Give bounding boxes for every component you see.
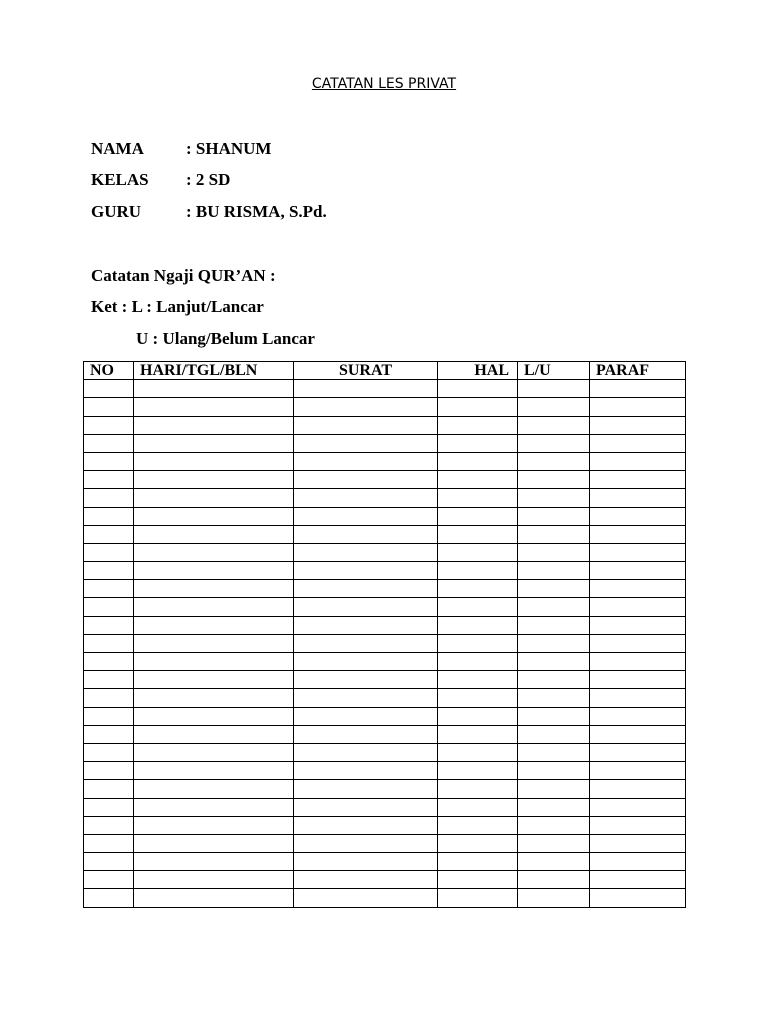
table-cell bbox=[518, 889, 590, 907]
table-cell bbox=[294, 853, 438, 871]
table-row bbox=[84, 416, 686, 434]
table-cell bbox=[294, 507, 438, 525]
table-cell bbox=[294, 743, 438, 761]
table-cell bbox=[134, 853, 294, 871]
table-row bbox=[84, 762, 686, 780]
table-cell bbox=[518, 871, 590, 889]
table-cell bbox=[84, 434, 134, 452]
table-cell bbox=[84, 853, 134, 871]
table-cell bbox=[294, 580, 438, 598]
table-row bbox=[84, 398, 686, 416]
table-cell bbox=[294, 798, 438, 816]
table-cell bbox=[84, 689, 134, 707]
table-cell bbox=[134, 525, 294, 543]
info-label-name: NAMA bbox=[91, 139, 144, 158]
table-cell bbox=[84, 798, 134, 816]
table-cell bbox=[84, 725, 134, 743]
table-row bbox=[84, 452, 686, 470]
table-cell bbox=[84, 616, 134, 634]
table-cell bbox=[134, 762, 294, 780]
table-cell bbox=[590, 452, 686, 470]
table-cell bbox=[590, 762, 686, 780]
table-cell bbox=[134, 743, 294, 761]
table-cell bbox=[294, 707, 438, 725]
header-surah: SURAT bbox=[294, 362, 438, 380]
table-cell bbox=[438, 489, 518, 507]
table-cell bbox=[134, 707, 294, 725]
table-cell bbox=[590, 780, 686, 798]
table-cell bbox=[438, 562, 518, 580]
table-cell bbox=[294, 471, 438, 489]
table-cell bbox=[84, 816, 134, 834]
table-cell bbox=[438, 762, 518, 780]
table-cell bbox=[84, 489, 134, 507]
table-cell bbox=[84, 743, 134, 761]
table-row bbox=[84, 489, 686, 507]
info-label-class: KELAS bbox=[91, 170, 149, 189]
table-cell bbox=[590, 816, 686, 834]
table-cell bbox=[84, 398, 134, 416]
table-row bbox=[84, 471, 686, 489]
table-cell bbox=[590, 616, 686, 634]
table-cell bbox=[84, 780, 134, 798]
table-cell bbox=[134, 452, 294, 470]
table-cell bbox=[438, 634, 518, 652]
table-cell bbox=[294, 762, 438, 780]
table-cell bbox=[134, 416, 294, 434]
info-value-teacher: : BU RISMA, S.Pd. bbox=[186, 202, 327, 221]
table-cell bbox=[590, 743, 686, 761]
table-cell bbox=[438, 580, 518, 598]
table-row bbox=[84, 671, 686, 689]
table-cell bbox=[134, 689, 294, 707]
table-cell bbox=[294, 452, 438, 470]
table-cell bbox=[518, 816, 590, 834]
table-cell bbox=[590, 471, 686, 489]
table-cell bbox=[134, 798, 294, 816]
table-cell bbox=[590, 689, 686, 707]
info-row-class bbox=[91, 170, 230, 190]
table-cell bbox=[518, 580, 590, 598]
table-cell bbox=[518, 634, 590, 652]
table-row bbox=[84, 689, 686, 707]
table-cell bbox=[438, 525, 518, 543]
table-row bbox=[84, 525, 686, 543]
table-cell bbox=[590, 889, 686, 907]
table-cell bbox=[438, 380, 518, 398]
table-cell bbox=[438, 653, 518, 671]
table-row bbox=[84, 707, 686, 725]
table-cell bbox=[84, 416, 134, 434]
table-cell bbox=[518, 689, 590, 707]
table-cell bbox=[590, 707, 686, 725]
table-cell bbox=[84, 653, 134, 671]
table-cell bbox=[590, 416, 686, 434]
table-cell bbox=[590, 398, 686, 416]
table-cell bbox=[84, 889, 134, 907]
header-page: HAL bbox=[438, 362, 518, 380]
info-value-name: : SHANUM bbox=[186, 139, 272, 158]
table-cell bbox=[294, 671, 438, 689]
table-cell bbox=[84, 452, 134, 470]
table-cell bbox=[294, 871, 438, 889]
table-cell bbox=[294, 416, 438, 434]
table-cell bbox=[294, 543, 438, 561]
table-cell bbox=[134, 889, 294, 907]
table-cell bbox=[134, 834, 294, 852]
table-cell bbox=[438, 598, 518, 616]
table-cell bbox=[134, 653, 294, 671]
table-cell bbox=[134, 598, 294, 616]
table-cell bbox=[84, 671, 134, 689]
table-cell bbox=[590, 798, 686, 816]
table-row bbox=[84, 725, 686, 743]
table-cell bbox=[134, 671, 294, 689]
table-cell bbox=[590, 671, 686, 689]
table-cell bbox=[438, 689, 518, 707]
table-cell bbox=[84, 598, 134, 616]
table-cell bbox=[590, 853, 686, 871]
table-cell bbox=[518, 725, 590, 743]
table-row bbox=[84, 543, 686, 561]
info-row-teacher bbox=[91, 202, 327, 222]
table-cell bbox=[438, 616, 518, 634]
table-row bbox=[84, 616, 686, 634]
table-cell bbox=[438, 834, 518, 852]
table-cell bbox=[590, 380, 686, 398]
table-cell bbox=[518, 834, 590, 852]
table-cell bbox=[294, 689, 438, 707]
header-status: L/U bbox=[518, 362, 590, 380]
header-signature: PARAF bbox=[590, 362, 686, 380]
table-cell bbox=[518, 525, 590, 543]
table-cell bbox=[590, 507, 686, 525]
table-cell bbox=[134, 489, 294, 507]
table-cell bbox=[84, 834, 134, 852]
table-row bbox=[84, 889, 686, 907]
table-cell bbox=[84, 634, 134, 652]
table-cell bbox=[84, 525, 134, 543]
table-cell bbox=[590, 834, 686, 852]
table-row bbox=[84, 834, 686, 852]
section-title: Catatan Ngaji QUR’AN : bbox=[91, 266, 276, 285]
table-cell bbox=[134, 616, 294, 634]
table-cell bbox=[294, 562, 438, 580]
table-cell bbox=[134, 398, 294, 416]
table-cell bbox=[294, 598, 438, 616]
table-cell bbox=[294, 398, 438, 416]
table-cell bbox=[438, 671, 518, 689]
table-cell bbox=[134, 871, 294, 889]
table-cell bbox=[590, 871, 686, 889]
log-table bbox=[83, 361, 686, 908]
table-row bbox=[84, 871, 686, 889]
table-cell bbox=[590, 525, 686, 543]
table-cell bbox=[438, 725, 518, 743]
table-cell bbox=[84, 380, 134, 398]
table-cell bbox=[134, 543, 294, 561]
table-cell bbox=[438, 416, 518, 434]
table-row bbox=[84, 653, 686, 671]
info-value-class: : 2 SD bbox=[186, 170, 231, 189]
table-row bbox=[84, 816, 686, 834]
table-cell bbox=[134, 434, 294, 452]
table-row bbox=[84, 853, 686, 871]
info-label-teacher: GURU bbox=[91, 202, 142, 221]
table-cell bbox=[134, 634, 294, 652]
table-cell bbox=[84, 707, 134, 725]
table-cell bbox=[518, 507, 590, 525]
table-cell bbox=[518, 616, 590, 634]
table-cell bbox=[294, 434, 438, 452]
table-cell bbox=[134, 780, 294, 798]
table-cell bbox=[438, 743, 518, 761]
table-cell bbox=[84, 871, 134, 889]
table-cell bbox=[294, 816, 438, 834]
table-cell bbox=[294, 780, 438, 798]
table-cell bbox=[134, 816, 294, 834]
table-cell bbox=[518, 416, 590, 434]
document-title: CATATAN LES PRIVAT bbox=[311, 76, 457, 92]
table-cell bbox=[294, 380, 438, 398]
table-cell bbox=[438, 816, 518, 834]
table-cell bbox=[518, 562, 590, 580]
table-cell bbox=[590, 543, 686, 561]
table-cell bbox=[518, 653, 590, 671]
table-row bbox=[84, 562, 686, 580]
table-cell bbox=[438, 871, 518, 889]
table-cell bbox=[590, 562, 686, 580]
table-cell bbox=[438, 853, 518, 871]
table-cell bbox=[438, 471, 518, 489]
table-cell bbox=[590, 653, 686, 671]
table-cell bbox=[134, 725, 294, 743]
table-cell bbox=[84, 543, 134, 561]
table-cell bbox=[84, 507, 134, 525]
table-cell bbox=[518, 743, 590, 761]
table-cell bbox=[294, 489, 438, 507]
table-cell bbox=[134, 562, 294, 580]
table-cell bbox=[518, 853, 590, 871]
table-cell bbox=[590, 725, 686, 743]
table-row bbox=[84, 743, 686, 761]
table-row bbox=[84, 634, 686, 652]
table-cell bbox=[134, 580, 294, 598]
table-cell bbox=[294, 889, 438, 907]
table-cell bbox=[294, 634, 438, 652]
table-cell bbox=[84, 580, 134, 598]
info-row-name bbox=[91, 139, 271, 159]
table-cell bbox=[518, 434, 590, 452]
table-cell bbox=[590, 489, 686, 507]
table-cell bbox=[518, 452, 590, 470]
table-cell bbox=[438, 780, 518, 798]
table-row bbox=[84, 780, 686, 798]
table-cell bbox=[84, 471, 134, 489]
table-cell bbox=[294, 616, 438, 634]
table-row bbox=[84, 580, 686, 598]
table-cell bbox=[518, 762, 590, 780]
table-cell bbox=[294, 653, 438, 671]
table-cell bbox=[438, 452, 518, 470]
table-header-row bbox=[84, 362, 686, 380]
table-cell bbox=[438, 507, 518, 525]
table-cell bbox=[134, 471, 294, 489]
table-cell bbox=[438, 707, 518, 725]
table-cell bbox=[84, 562, 134, 580]
table-cell bbox=[518, 471, 590, 489]
table-row bbox=[84, 798, 686, 816]
table-cell bbox=[294, 834, 438, 852]
table-cell bbox=[590, 580, 686, 598]
table-cell bbox=[518, 489, 590, 507]
table-cell bbox=[518, 798, 590, 816]
table-cell bbox=[518, 380, 590, 398]
legend-line-lanjut: Ket : L : Lanjut/Lancar bbox=[91, 297, 264, 316]
table-cell bbox=[294, 725, 438, 743]
table-cell bbox=[438, 889, 518, 907]
table-cell bbox=[518, 707, 590, 725]
table-cell bbox=[134, 380, 294, 398]
table-cell bbox=[438, 434, 518, 452]
table-cell bbox=[518, 398, 590, 416]
header-no: NO bbox=[84, 362, 134, 380]
header-date: HARI/TGL/BLN bbox=[134, 362, 294, 380]
table-row bbox=[84, 507, 686, 525]
table-body bbox=[84, 380, 686, 907]
table-cell bbox=[134, 507, 294, 525]
table-cell bbox=[518, 598, 590, 616]
table-cell bbox=[84, 762, 134, 780]
table-row bbox=[84, 598, 686, 616]
table-cell bbox=[438, 798, 518, 816]
table-cell bbox=[294, 525, 438, 543]
table-cell bbox=[590, 434, 686, 452]
table-cell bbox=[590, 598, 686, 616]
table-cell bbox=[590, 634, 686, 652]
table-row bbox=[84, 434, 686, 452]
legend-line-ulang: U : Ulang/Belum Lancar bbox=[136, 329, 315, 348]
table-cell bbox=[518, 543, 590, 561]
table-cell bbox=[438, 543, 518, 561]
table-cell bbox=[518, 671, 590, 689]
table-cell bbox=[438, 398, 518, 416]
table-row bbox=[84, 380, 686, 398]
table-cell bbox=[518, 780, 590, 798]
